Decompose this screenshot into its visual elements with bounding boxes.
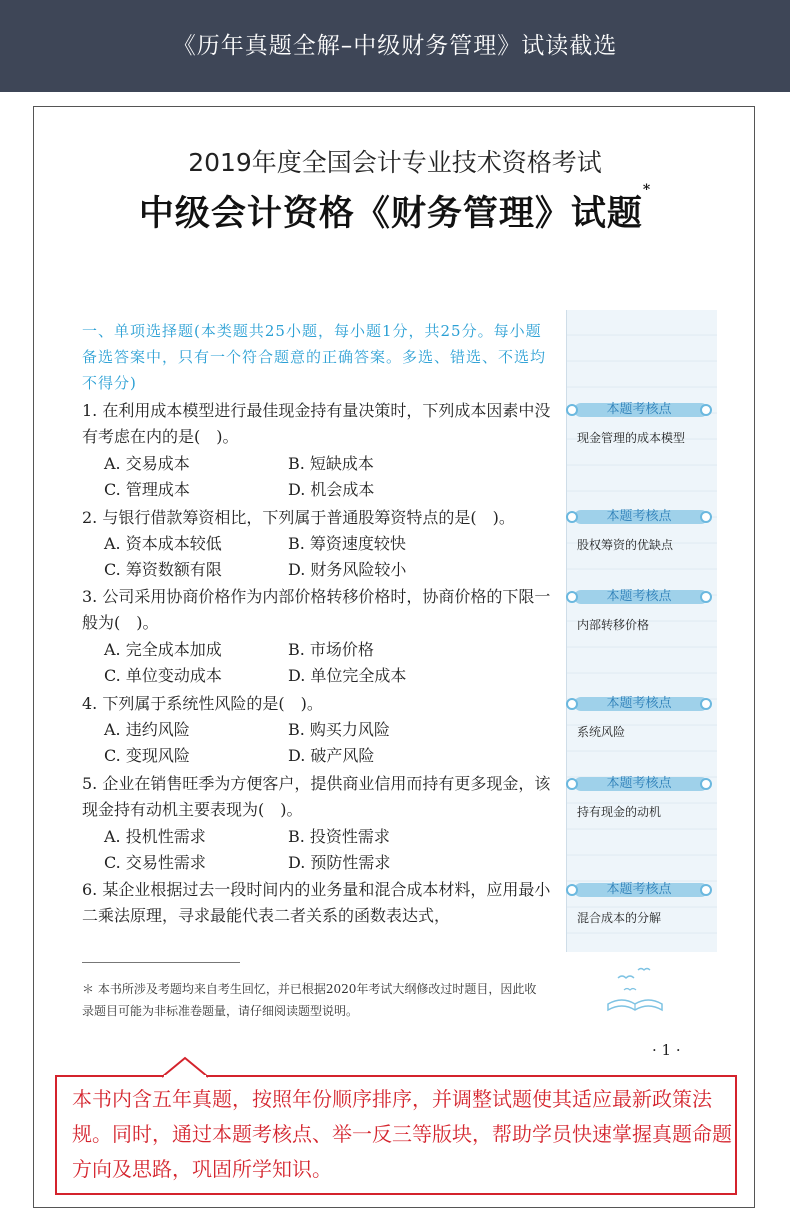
option-c: C. 单位变动成本 xyxy=(104,666,222,685)
question-4 xyxy=(82,691,552,717)
option-c: C. 变现风险 xyxy=(104,746,190,765)
option-d: D. 财务风险较小 xyxy=(288,560,407,579)
question-number: 2. xyxy=(82,508,98,527)
key-point-label: 本题考核点 xyxy=(606,509,672,524)
question-6 xyxy=(82,877,552,929)
question-text: 公司采用协商价格作为内部价格转移价格时，协商价格的下限一般为( )。 xyxy=(82,587,551,632)
key-point-tag xyxy=(566,400,712,420)
callout-text: 本书内含五年真题，按照年份顺序排序，并调整试题使其适应最新政策法规。同时，通过本题考核点、举一反三等版块，帮助学员快速掌握真题命题方向及思路，巩固所学知识。 xyxy=(72,1087,732,1181)
footnote-mark: * xyxy=(642,182,652,198)
key-point-note: 持有现金的动机 xyxy=(577,805,662,819)
question-text: 某企业根据过去一段时间内的业务量和混合成本材料，应用最小二乘法原理，寻求最能代表二者关系的函数表达式， xyxy=(82,880,551,925)
footnote-divider xyxy=(82,962,240,963)
question-number: 5. xyxy=(82,774,98,793)
key-point-label: 本题考核点 xyxy=(606,589,672,604)
section-header: 一、单项选择题(本类题共25小题，每小题1分，共25分。每小题备选答案中，只有一个符合题意的正确答案。多选、错选、不选均不得分) xyxy=(82,322,547,392)
option-b: B. 短缺成本 xyxy=(288,454,374,473)
option-d: D. 单位完全成本 xyxy=(288,666,407,685)
question-3 xyxy=(82,584,552,636)
question-5 xyxy=(82,771,552,823)
option-a: A. 完全成本加成 xyxy=(104,640,222,659)
paper-title-text: 中级会计资格《财务管理》试题 xyxy=(138,193,643,234)
question-text: 下列属于系统性风险的是( )。 xyxy=(102,694,323,713)
key-point-label: 本题考核点 xyxy=(606,696,672,711)
option-b: B. 市场价格 xyxy=(288,640,374,659)
option-c: C. 交易性需求 xyxy=(104,853,206,872)
key-point-tag xyxy=(566,774,712,794)
top-banner: 《历年真题全解–中级财务管理》试读截选 xyxy=(0,0,790,92)
question-text: 与银行借款筹资相比，下列属于普通股筹资特点的是( )。 xyxy=(102,508,515,527)
key-point-tag xyxy=(566,507,712,527)
option-a: A. 违约风险 xyxy=(104,720,190,739)
question-text: 企业在销售旺季为方便客户，提供商业信用而持有更多现金，该现金持有动机主要表现为( )。 xyxy=(82,774,551,819)
key-point-label: 本题考核点 xyxy=(606,882,672,897)
key-point-tag xyxy=(566,880,712,900)
key-point-tag xyxy=(566,694,712,714)
book-illustration-icon xyxy=(600,960,670,1020)
question-number: 4. xyxy=(82,694,98,713)
key-point-note: 混合成本的分解 xyxy=(577,911,662,925)
option-d: D. 预防性需求 xyxy=(288,853,391,872)
key-point-note: 现金管理的成本模型 xyxy=(577,431,686,445)
exam-title: 2019年度全国会计专业技术资格考试 xyxy=(188,148,602,177)
key-point-note: 内部转移价格 xyxy=(577,618,650,632)
option-a: A. 资本成本较低 xyxy=(104,534,222,553)
key-point-note: 系统风险 xyxy=(577,725,626,739)
question-number: 1. xyxy=(82,401,98,420)
option-a: A. 交易成本 xyxy=(104,454,190,473)
option-b: B. 筹资速度较快 xyxy=(288,534,406,553)
question-1 xyxy=(82,398,552,450)
option-c: C. 筹资数额有限 xyxy=(104,560,222,579)
key-point-label: 本题考核点 xyxy=(606,402,672,417)
page-number: · 1 · xyxy=(652,1041,681,1059)
footnote: ＊ 本书所涉及考题均来自考生回忆，并已根据2020年考试大纲修改过时题目，因此收录题目可能为非标准卷题量，请仔细阅读题型说明。 xyxy=(82,982,537,1018)
key-point-note: 股权筹资的优缺点 xyxy=(577,538,674,552)
option-d: D. 机会成本 xyxy=(288,480,375,499)
callout-pointer-icon xyxy=(160,1056,210,1078)
question-2 xyxy=(82,505,552,531)
option-b: B. 投资性需求 xyxy=(288,827,390,846)
question-text: 在利用成本模型进行最佳现金持有量决策时，下列成本因素中没有考虑在内的是( )。 xyxy=(82,401,551,446)
option-b: B. 购买力风险 xyxy=(288,720,390,739)
paper-title xyxy=(0,182,790,236)
option-a: A. 投机性需求 xyxy=(104,827,206,846)
option-c: C. 管理成本 xyxy=(104,480,190,499)
question-number: 3. xyxy=(82,587,98,606)
option-d: D. 破产风险 xyxy=(288,746,375,765)
key-point-tag xyxy=(566,587,712,607)
question-number: 6. xyxy=(82,880,98,899)
key-point-label: 本题考核点 xyxy=(606,776,672,791)
